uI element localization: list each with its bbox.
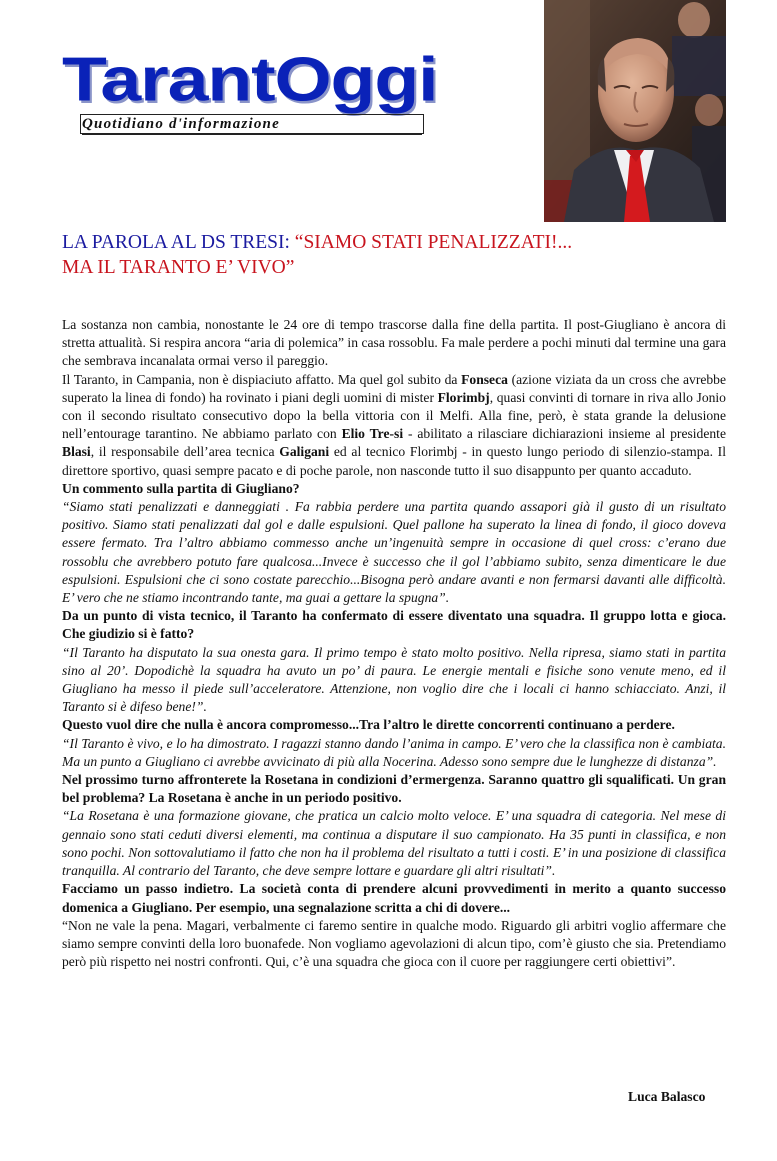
portrait-photo xyxy=(544,0,726,222)
text-segment: , quasi convinti di tornare in riva allo Jonio con il secondo risultato consecutivo dopo la bella vittoria con il Melfi. Alla fine, però, è stata grande la delusione nell’entourage tarantino. Ne abbiamo parlato con xyxy=(62,389,726,442)
interview-question: Da un punto di vista tecnico, il Taranto ha confermato di essere diventato una squadra. Il gruppo lotta e gioca. Che giudizio si è fatto? xyxy=(62,608,726,642)
interview-question: Facciamo un passo indietro. La società conta di prendere alcuni provvedimenti in merito a quanto successo domenica a Giugliano. Per esempio, una segnalazione scritta a chi di dovere... xyxy=(62,881,726,915)
text-segment: Il Taranto, in Campania, non è dispiaciuto affatto. Ma quel gol subito da xyxy=(62,371,462,387)
interview-answer: “Il Taranto ha disputato la sua onesta gara. Il primo tempo è stato molto positivo. Nella ripresa, siamo stati in partita sino al 20’. Dopodichè la squadra ha avuto un po’ di paura. Le energie mentali e fisiche sono venute meno, ed il Giugliano ha messo il piede sull’acceleratore. Attenzione, non voglio dire che i locali ci hanno schiacciato. Anzi, il Taranto si è difeso bene!”. xyxy=(62,644,726,715)
text-segment: La sostanza non cambia, nonostante le 24 ore di tempo trascorse dalla fine della partita. Il post-Giugliano è ancora di stretta attualità. Si respira ancora “aria di polemica” in casa rossoblu. Fa male perdere a pochi minuti dal termine una gara che sembrava incanalata ormai verso il pareggio. xyxy=(62,317,726,369)
interview-question: Questo vuol dire che nulla è ancora compromesso...Tra l’altro le dirette concorrenti continuano a perdere. xyxy=(62,717,675,733)
headline-part-red: “SIAMO STATI PENALIZZATI!... xyxy=(294,232,573,253)
text-segment: (azione viziata da un cross che avrebbe superato la linea di fondo) ha rovinato i piani degli uomini di mister xyxy=(62,371,727,405)
article-headline xyxy=(62,230,722,280)
intro-paragraph xyxy=(62,371,726,480)
newspaper-logo: TarantOggi xyxy=(62,44,438,115)
headline-part-blue: LA PAROLA AL DS TRESI: xyxy=(62,232,295,253)
interview-answer: “Il Taranto è vivo, e lo ha dimostrato. I ragazzi stanno dando l’anima in campo. E’ vero che la classifica non è cambiata. Ma un punto a Giugliano ci avrebbe avvicinato di più alla Nocerina. Adesso sono sempre due le lunghezze di distanza”. xyxy=(62,735,726,769)
interview-question: Un commento sulla partita di Giugliano? xyxy=(62,480,300,496)
interview-answer: “La Rosetana è una formazione giovane, che pratica un calcio molto veloce. E’ una squadra di categoria. Nel mese di gennaio sono stati ceduti diversi elementi, ma continua a disputare il suo campionato. Ha 35 punti in classifica, e non sono pochi. Non sottovalutiamo il fatto che non ha il problema del risultato a tutti i costi. E’ in una posizione di classifica tranquilla. Al contrario del Taranto, che deve sempre lottare e guardare gli altri risultati”. xyxy=(62,808,726,879)
bold-name: Elio Tre-si xyxy=(341,426,404,442)
bold-name: Florimbj xyxy=(437,389,490,405)
text-segment: - abilitato a rilasciare dichiarazioni insieme al presidente xyxy=(403,426,726,442)
interview-answer: “Non ne vale la pena. Magari, verbalmente ci faremo sentire in qualche modo. Riguardo gli arbitri voglio affermare che siamo sempre convinti della loro buonafede. Non vogliamo agevolazioni di alcun tipo, com’è giusto che sia. Pretendiamo però più rispetto nei nostri confronti. Qui, c’è una squadra che gioca con il cuore per raggiungere certi obiettivi”. xyxy=(62,917,726,970)
bold-name: Blasi xyxy=(62,444,91,460)
text-segment: ed al tecnico Florimbj - in questo lungo periodo di silenzio-stampa. Il direttore sportivo, quasi sempre pacato e di poche parole, non nasconde tutto il suo disappunto per quanto accaduto. xyxy=(62,444,726,478)
portrait-illustration xyxy=(544,0,726,222)
bold-name: Galigani xyxy=(279,444,330,460)
author-byline: Luca Balasco xyxy=(628,1089,706,1104)
headline-line-2: MA IL TARANTO E’ VIVO” xyxy=(62,257,295,278)
bold-name: Fonseca xyxy=(461,371,508,387)
newspaper-tagline: Quotidiano d'informazione xyxy=(82,116,422,135)
article-body xyxy=(62,316,726,971)
newspaper-masthead xyxy=(62,44,482,144)
interview-answer: “Siamo stati penalizzati e danneggiati . Fa rabbia perdere una partita quando assapori già il gusto di un risultato positivo. Siamo stati penalizzati dal gol e dalle espulsioni. Quel pallone ha superato la linea di fondo, il gioco doveva essere fermato. Tra l’altro abbiamo commesso anche un’ingenuità sempre in occasione di quel cross: c’erano due rossoblu che avrebbero potuto fare qualcosa...Invece è successo che il gol l’abbiamo subito, senza dimenticare le due espulsioni. Espulsioni che ci sono costate parecchio...Bisogna però andare avanti e non fermarsi davanti alle difficoltà. E’ vero che ne stiamo incontrando tante, ma guai a gettare la spugna”. xyxy=(62,499,726,606)
text-segment: , il responsabile dell’area tecnica xyxy=(90,444,280,460)
intro-paragraph xyxy=(62,316,726,371)
interview-question: Nel prossimo turno affronterete la Rosetana in condizioni d’ermergenza. Saranno quattro gli squalificati. Un gran bel problema? La Rosetana è anche in un periodo positivo. xyxy=(62,772,726,806)
